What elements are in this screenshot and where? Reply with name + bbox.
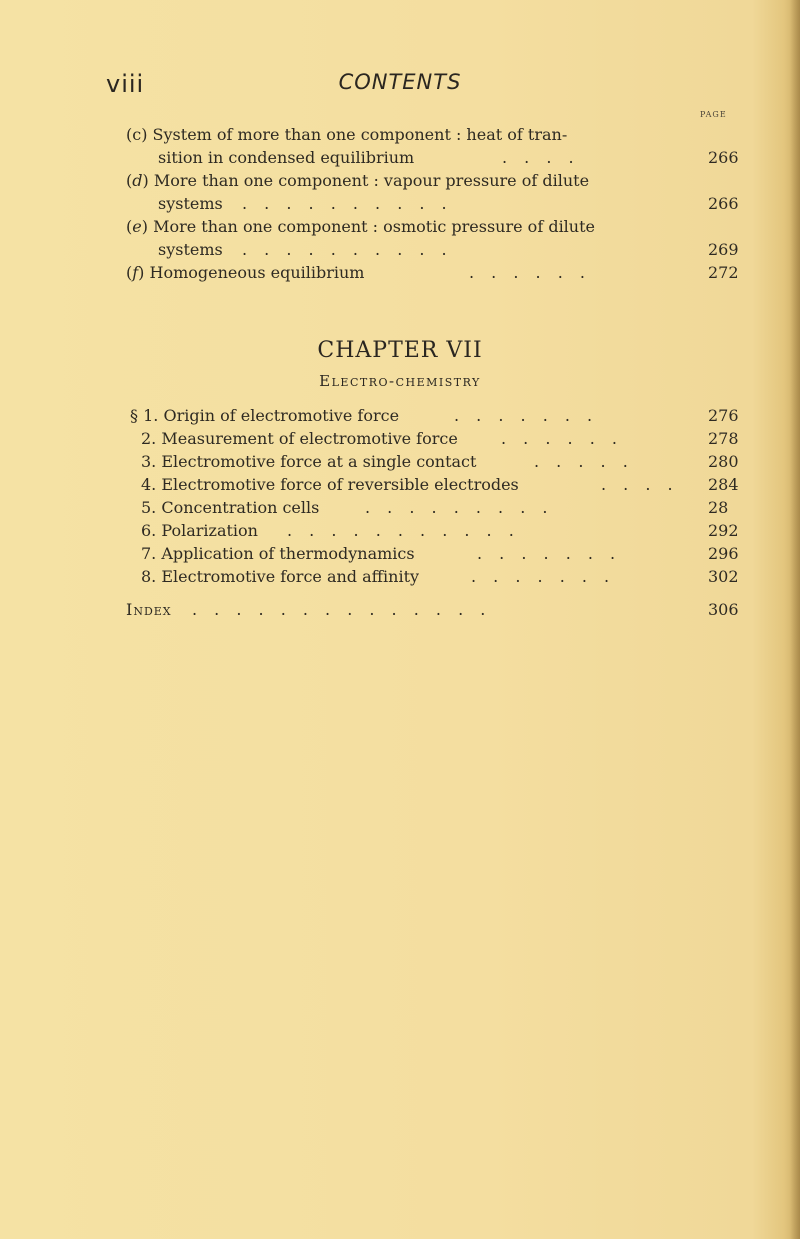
section-page: 278 [708, 429, 739, 448]
toc-entry [126, 170, 746, 192]
entry-label: (f) [126, 263, 145, 282]
toc-section [141, 428, 746, 450]
toc-section [141, 566, 746, 588]
section-page: 284 [708, 475, 739, 494]
section-number: § 1. [130, 406, 159, 425]
section-number: 2. [141, 429, 157, 448]
toc-entry [158, 147, 746, 169]
toc-entry [126, 216, 746, 238]
toc-section [141, 474, 746, 496]
section-text: Electromotive force at a single contact [161, 452, 477, 471]
section-text: Concentration cells [161, 498, 320, 517]
section-number: 7. [141, 544, 157, 563]
section-number: 3. [141, 452, 157, 471]
index-page: 306 [708, 600, 739, 619]
entry-text: Homogeneous equilibrium [149, 263, 365, 282]
section-number: 5. [141, 498, 157, 517]
page-column-label: PAGE [700, 110, 727, 119]
section-page: 28 [708, 498, 729, 517]
entry-text: sition in condensed equilibrium [158, 148, 415, 167]
section-number: 4. [141, 475, 157, 494]
leader-dots: . . . . [502, 148, 574, 167]
toc-section [130, 405, 746, 427]
section-page: 280 [708, 452, 739, 471]
entry-text: systems [158, 240, 223, 259]
chapter-subtitle: Electro-chemistry [319, 372, 481, 390]
page-header [0, 70, 800, 100]
section-page: 276 [708, 406, 739, 425]
entry-label: (d) [126, 171, 149, 190]
section-text: Measurement of electromotive force [161, 429, 458, 448]
page-edge-shadow [790, 0, 800, 1239]
toc-section [141, 543, 746, 565]
leader-dots: . . . . . . . . . . . [287, 521, 514, 540]
section-text: Electromotive force and affinity [161, 567, 420, 586]
leader-dots: . . . . . . . [471, 567, 610, 586]
leader-dots: . . . . [601, 475, 673, 494]
leader-dots: . . . . . . . . . . [242, 240, 447, 259]
entry-text: System of more than one component : heat of tran- [152, 125, 568, 144]
entry-page: 266 [708, 194, 739, 213]
toc-section [141, 451, 746, 473]
toc-entry [158, 193, 746, 215]
leader-dots: . . . . . . . [454, 406, 593, 425]
running-head: CONTENTS [338, 70, 462, 94]
leader-dots: . . . . . . [469, 263, 585, 282]
entry-page: 266 [708, 148, 739, 167]
entry-text: More than one component : vapour pressure of dilute [153, 171, 590, 190]
section-text: Application of thermodynamics [161, 544, 415, 563]
section-page: 302 [708, 567, 739, 586]
section-page: 292 [708, 521, 739, 540]
leader-dots: . . . . . [534, 452, 628, 471]
entry-text: systems [158, 194, 223, 213]
toc-entry [158, 239, 746, 261]
leader-dots: . . . . . . . . . [365, 498, 548, 517]
entry-page: 272 [708, 263, 739, 282]
entry-label: (e) [126, 217, 148, 236]
entry-label: (c) [126, 125, 148, 144]
entry-text: More than one component : osmotic pressure of dilute [153, 217, 595, 236]
index-text: Index [126, 600, 172, 619]
leader-dots: . . . . . . . [477, 544, 616, 563]
leader-dots: . . . . . . [501, 429, 617, 448]
entry-page: 269 [708, 240, 739, 259]
page-number: viii [106, 70, 145, 98]
toc-section [141, 520, 746, 542]
section-text: Origin of electromotive force [163, 406, 400, 425]
section-text: Polarization [161, 521, 258, 540]
section-page: 296 [708, 544, 739, 563]
section-number: 8. [141, 567, 157, 586]
toc-entry [126, 124, 746, 146]
leader-dots: . . . . . . . . . . . . . . [192, 600, 486, 619]
section-text: Electromotive force of reversible electrodes [161, 475, 519, 494]
toc-entry [126, 262, 746, 284]
chapter-title: CHAPTER VII [317, 338, 483, 363]
toc-index [126, 599, 746, 621]
section-number: 6. [141, 521, 157, 540]
toc-section [141, 497, 746, 519]
leader-dots: . . . . . . . . . . [242, 194, 447, 213]
